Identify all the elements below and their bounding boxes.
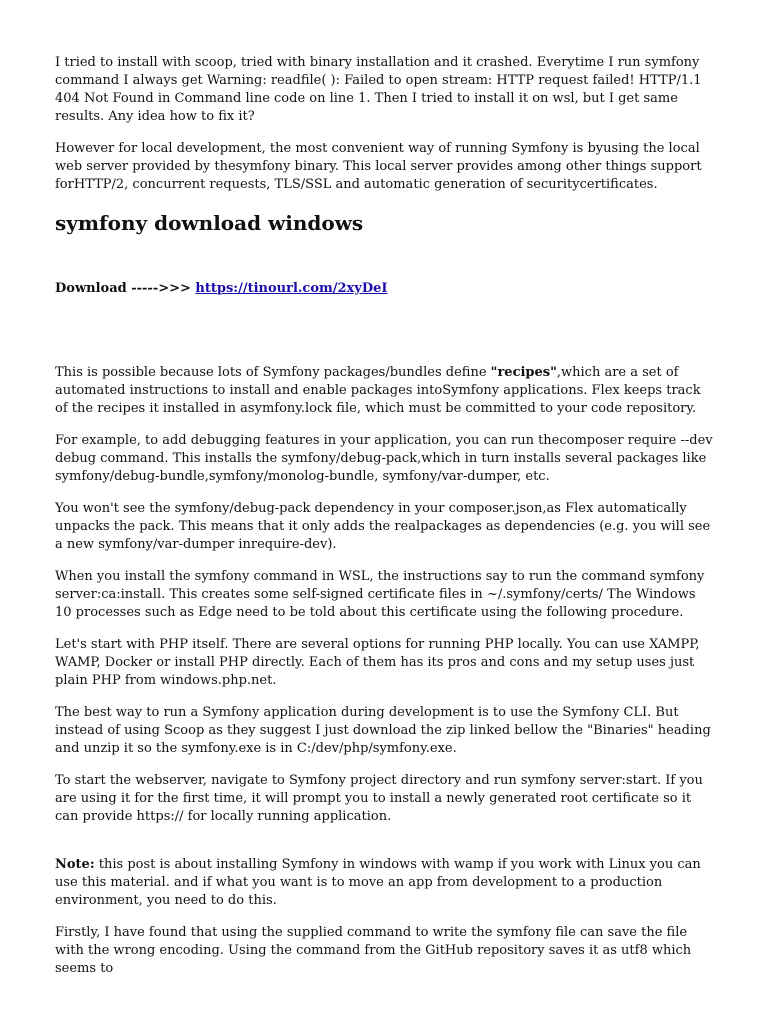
paragraph-recipes (55, 364, 715, 418)
recipes-text-before: This is possible because lots of Symfony packages/bundles define (55, 365, 491, 380)
paragraph-symfony-cli: The best way to run a Symfony application during development is to use the Symfony CLI. But instead of using Scoop as they suggest I just download the zip linked bellow the "Binaries" heading and unzip it so the symfony.exe is in C:/dev/php/symfony.exe. (55, 705, 711, 756)
download-label: Download ----->>> (55, 281, 196, 296)
paragraph-debugging: For example, to add debugging features in your application, you can run thecomposer require --dev debug command. This installs the symfony/debug-pack,which in turn installs several packages like symfony/debug-bundle,symfony/monolog-bundle, symfony/var-dumper, etc. (55, 433, 713, 484)
download-line (55, 280, 715, 298)
paragraph-debug-pack: You won't see the symfony/debug-pack dependency in your composer.json,as Flex automatically unpacks the pack. This means that it only adds the realpackages as dependencies (e.g. you will see a new symfony/var-dumper inrequire-dev). (55, 501, 711, 552)
paragraph-note (55, 856, 715, 910)
paragraph-webserver: To start the webserver, navigate to Symfony project directory and run symfony server:start. If you are using it for the first time, it will prompt you to install a newly generated root certificate so it can provide https:// for locally running application. (55, 773, 703, 824)
note-label: Note: (55, 857, 95, 872)
paragraph-encoding: Firstly, I have found that using the supplied command to write the symfony file can save the file with the wrong encoding. Using the command from the GitHub repository saves it as utf8 which seems to (55, 925, 692, 976)
paragraph-local-development: However for local development, the most convenient way of running Symfony is byusing the local web server provided by thesymfony binary. This local server provides among other things support forHTTP/2, concurrent requests, TLS/SSL and automatic generation of securitycertificates. (55, 141, 702, 192)
paragraph-php: Let's start with PHP itself. There are several options for running PHP locally. You can use XAMPP, WAMP, Docker or install PHP directly. Each of them has its pros and cons and my setup uses just plain PHP from windows.php.net. (55, 637, 700, 688)
document-page (55, 54, 715, 992)
recipes-bold: "recipes" (490, 365, 557, 380)
download-link[interactable]: https://tinourl.com/2xyDeI (195, 281, 388, 296)
paragraph-install-issue: I tried to install with scoop, tried with binary installation and it crashed. Everytime I run symfony command I always get Warning: readfile( ): Failed to open stream: HTTP request failed! HTTP/1.1 404 Not Found in Command line code on line 1. Then I tried to install it on wsl, but I get same results. Any idea how to fix it? (55, 55, 702, 124)
page-heading: symfony download windows (55, 211, 364, 235)
recipes-text-after: ,which are a set of automated instructions to install and enable packages intoSymfony applications. Flex keeps track of the recipes it installed in asymfony.lock file, which must be committed to your code repository. (55, 365, 701, 416)
note-text: this post is about installing Symfony in windows with wamp if you work with Linux you can use this material. and if what you want is to move an app from development to a production environment, you need to do this. (55, 857, 701, 908)
paragraph-wsl: When you install the symfony command in WSL, the instructions say to run the command symfony server:ca:install. This creates some self-signed certificate files in ~/.symfony/certs/ The Windows 10 processes such as Edge need to be told about this certificate using the following procedure. (55, 569, 705, 620)
